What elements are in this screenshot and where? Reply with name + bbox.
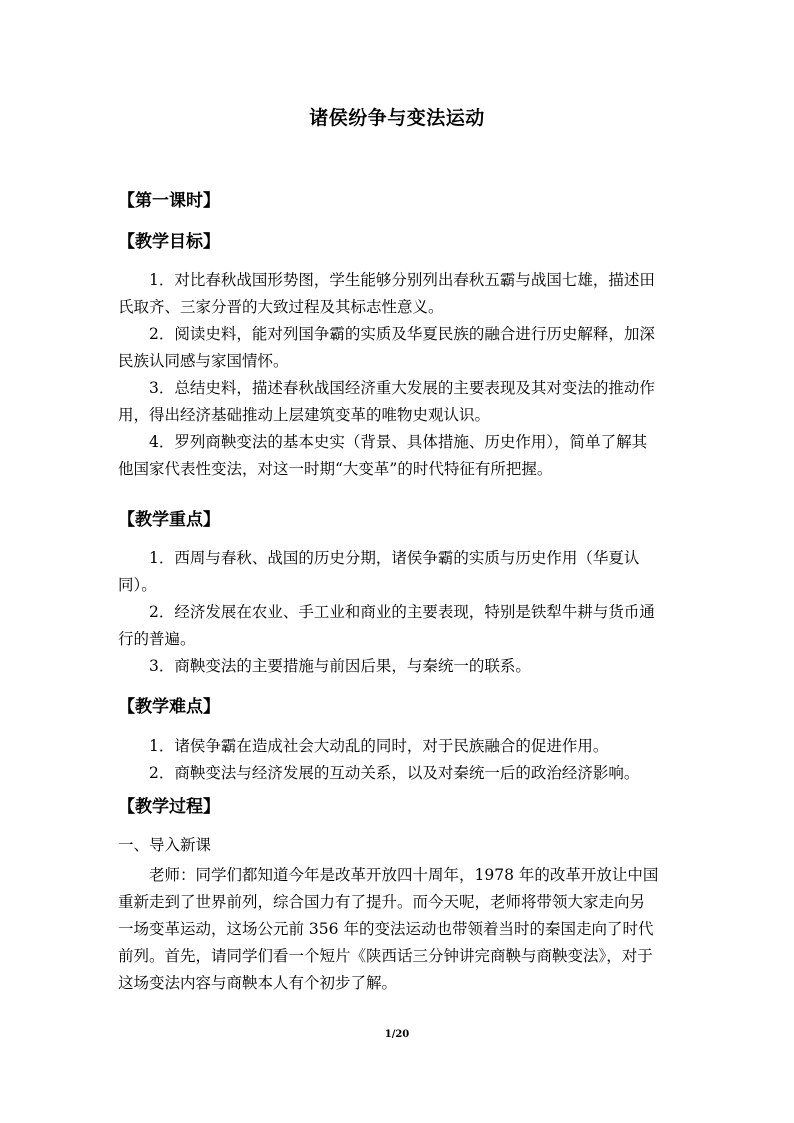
key-points-list [118,545,678,680]
key-point-3-line-1: 3．商鞅变法的主要措施与前因后果，与秦统一的联系。 [149,657,531,675]
objective-4-line-1: 4．罗列商鞅变法的基本史实（背景、具体措施、历史作用），简单了解其 [149,433,648,451]
objective-2-line-1: 2．阅读史料，能对列国争霸的实质及华夏民族的融合进行历史解释，加深 [149,325,655,343]
process-line-2: 重新走到了世界前列，综合国力有了提升。而今天呢，老师将带领大家走向另 [118,893,646,911]
objectives-heading: 【教学目标】 [118,232,220,252]
key-point-1-line-1: 1．西周与春秋、战国的历史分期，诸侯争霸的实质与历史作用（华夏认 [149,549,640,567]
process-line-4: 前列。首先，请同学们看一个短片《陕西话三分钟讲完商鞅与商鞅变法》，对于 [118,947,653,965]
process-line-5: 这场变法内容与商鞅本人有个初步了解。 [118,974,398,992]
objectives-list [118,267,678,483]
objective-1-line-1: 1．对比春秋战国形势图，学生能够分别列出春秋五霸与战国七雄，描述田 [149,271,655,289]
process-line-3: 一场变革运动，这场公元前 356 年的变法运动也带领着当时的秦国走向了时代 [118,920,654,938]
difficulties-list [118,733,678,787]
key-point-1-line-2: 同）。 [118,576,157,594]
objective-3-line-1: 3．总结史料，描述春秋战国经济重大发展的主要表现及其对变法的推动作 [149,379,655,397]
key-point-2-line-1: 2．经济发展在农业、手工业和商业的主要表现，特别是铁犁牛耕与货币通 [149,603,655,621]
process-subheading [118,832,678,859]
page-number: 1/20 [384,1029,410,1040]
difficulty-1-line-1: 1．诸侯争霸在造成社会大动乱的同时，对于民族融合的促进作用。 [149,737,609,755]
process-line-1: 老师：同学们都知道今年是改革开放四十周年，1978 年的改革开放让中国 [149,866,659,884]
lesson-label: 【第一课时】 [118,191,220,211]
process-subheading-text: 一、导入新课 [118,836,212,854]
objective-2-line-2: 民族认同感与家国情怀。 [118,352,289,370]
process-heading: 【教学过程】 [118,797,220,817]
difficulty-2-line-1: 2．商鞅变法与经济发展的互动关系，以及对秦统一后的政治经济影响。 [149,764,640,782]
document-title: 诸侯纷争与变法运动 [309,107,485,129]
objective-3-line-2: 用，得出经济基础推动上层建筑变革的唯物史观认识。 [118,406,491,424]
difficulties-heading: 【教学难点】 [118,697,220,717]
process-paragraph [118,862,678,997]
key-point-2-line-2: 行的普遍。 [118,630,196,648]
objective-4-line-2: 他国家代表性变法，对这一时期“大变革”的时代特征有所把握。 [118,460,553,478]
key-points-heading: 【教学重点】 [118,510,220,530]
objective-1-line-2: 氏取齐、三家分晋的大致过程及其标志性意义。 [118,298,444,316]
